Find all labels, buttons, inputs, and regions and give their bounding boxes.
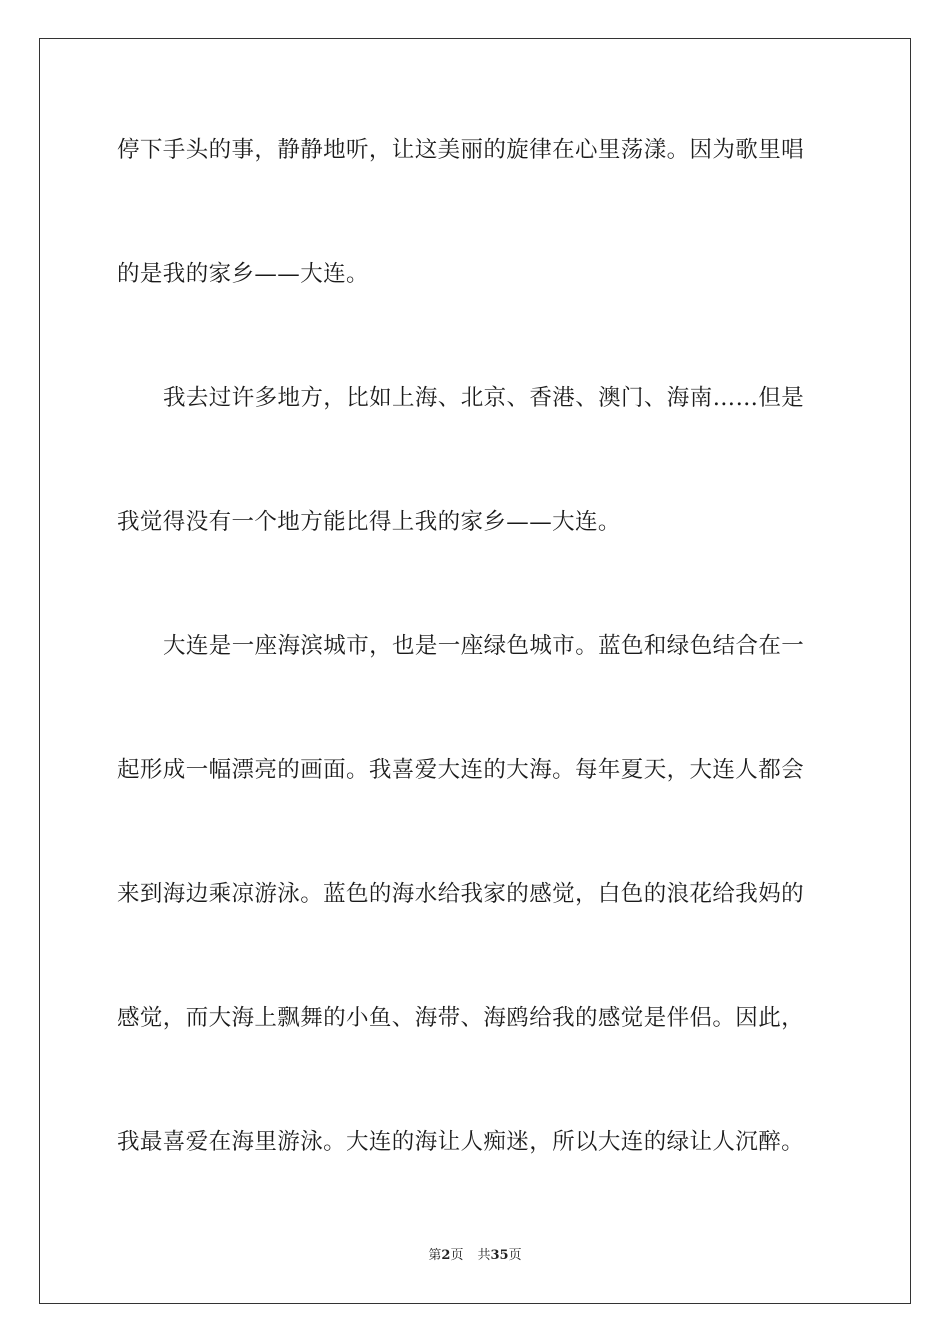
page-prefix: 第 [428,1248,442,1263]
total-suffix: 页 [508,1248,522,1263]
page-footer [0,1247,950,1265]
text-line-9: 我最喜爱在海里游泳。大连的海让人痴迷，所以大连的绿让人沉醉。 [117,1129,805,1155]
text-line-4: 我觉得没有一个地方能比得上我的家乡——大连。 [117,509,621,535]
text-line-2: 的是我的家乡——大连。 [117,261,369,287]
text-line-1: 停下手头的事，静静地听，让这美丽的旋律在心里荡漾。因为歌里唱 [117,137,805,163]
page-number: 2 [441,1248,451,1263]
text-line-3: 我去过许多地方，比如上海、北京、香港、澳门、海南……但是 [163,385,805,411]
text-line-7: 来到海边乘凉游泳。蓝色的海水给我家的感觉，白色的浪花给我妈的 [117,881,805,907]
text-line-5: 大连是一座海滨城市，也是一座绿色城市。蓝色和绿色结合在一 [163,633,805,659]
text-line-8: 感觉，而大海上飘舞的小鱼、海带、海鸥给我的感觉是伴侣。因此， [117,1005,805,1031]
total-pages: 35 [490,1248,509,1263]
text-line-6: 起形成一幅漂亮的画面。我喜爱大连的大海。每年夏天，大连人都会 [117,757,805,783]
page-suffix: 页 [450,1248,464,1263]
page-border [39,38,911,1304]
total-prefix: 共 [477,1248,491,1263]
